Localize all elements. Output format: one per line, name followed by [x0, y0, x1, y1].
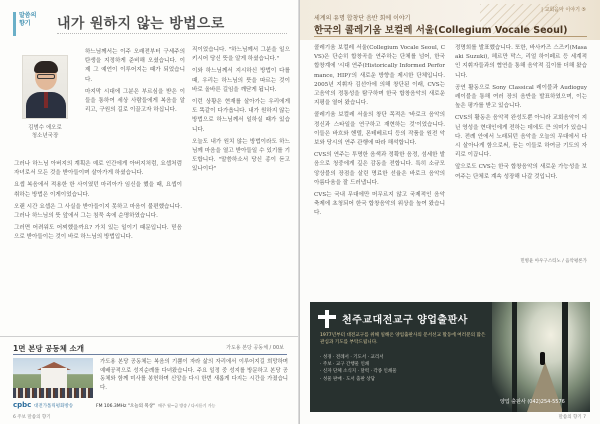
- parish-divider: [13, 354, 287, 355]
- ad-contact: 양업 출판사 (042)254-5576: [500, 399, 565, 405]
- column-badge-line-1: 말씀의: [19, 12, 37, 19]
- article-column-b: [455, 44, 587, 252]
- list-item: · 신자 단체 소식지 · 달력 · 각종 인쇄물: [320, 369, 397, 375]
- title-divider: [57, 33, 287, 34]
- paragraph: 마지막 시대에 그분은 부르심을 받은 이들을 통하여 세상 사람들에게 복음을 알리고, 구원의 길로 이끌고자 하십니다.: [85, 88, 185, 114]
- series-tag: | 교회음악 이야기 ⑤: [541, 7, 586, 13]
- author-name: 김범수 에오로: [28, 125, 62, 131]
- forest-path-image: [492, 302, 590, 412]
- column-badge-line-2: 향기: [19, 20, 31, 27]
- author-caption: [14, 124, 76, 140]
- cpbc-logo: cpbc: [13, 401, 32, 409]
- paragraph: 정명희를 발표했습니다. 또한, 바사카즈 스즈키(Masaaki Suzuki), 헤르만 막스, 리얼 하이페르 등 세계적인 지휘자들과의 협연을 통해 음악적 깊이를 더해 왔습니다.: [455, 45, 587, 79]
- ad-service-list: [320, 354, 490, 383]
- parish-section-subtitle: 가도용 본당 공동체 / 00보: [226, 345, 284, 351]
- article-title: 내가 원하지 않는 방법으로: [57, 16, 225, 32]
- paragraph: 앞으로도 CVS는 한국 합창음악의 새로운 가능성을 보여주는 단체로 계속 성장해 나갈 것입니다.: [455, 164, 587, 180]
- parish-description: 가도용 본당 공동체는 복음의 기쁨이 자라 삶의 자리에서 이루어지길 희망하며 예배공적으로 성지순례를 다녀왔습니다. 주요 일정 중 성지를 방문하고 본당 공동체와 함께 미사를 봉헌하며 신앙을 다시 한번 새롭게 다지는 시간을 가졌습니다.: [100, 359, 288, 391]
- paragraph: 콜레기움 보컬레 서울의 창단 목적은 '바로크 음악의 정신과 스타일을 연구하고 재현하는 것'이었습니다. 이들은 바흐와 헨델, 몬테베르디 등의 작품을 원전 악보와 당시의 연주 관행에 따라 해석합니다.: [314, 112, 445, 147]
- paragraph: 하느님께서는 이주 오래전부터 구세주의 탄생을 지정하게 준비해 오셨습니다. 이제 그 예언이 이루어지는 때가 되었습니다.: [85, 49, 185, 83]
- paragraph: 요셉 복음에서 적용한 한 사이였던 마리아가 임신을 했을 때, 요셉이 취하는 방법은 이게이었습니다.: [14, 182, 182, 198]
- paragraph: CVS의 연주는 투명한 음색과 정확한 음정, 섬세한 발음으로 청중에게 깊은 감동을 전합니다. 특히 소규모 앙상블의 장점을 살린 명료한 선율은 바로크 음악의 아름다움을 잘 드러냅니다.: [314, 152, 445, 186]
- article-kicker: 세계의 유명 합창단 음반 회에 이야기: [314, 15, 411, 22]
- author-photo: [22, 55, 68, 119]
- paragraph: 콜레기움 보컬레 서울(Collegium Vocale Seoul, CVS)은 단순히 합창곡을 연주하는 단체를 넘어, 한국 합창계에 '시대 연주(Historically Informed Performance, HIP)'의 새로운 방향을 제시한 단체입니다. 2005년 지휘자 김선아에 의해 창단된 이래, CVS는 고음악의 정통성을 탐구하며 한국 합창음악의 새로운 지평을 열어 왔습니다.: [314, 45, 445, 107]
- cpbc-note: 매주 월~금 방송 / 다시듣기 가능: [158, 403, 216, 408]
- author-byline: 민병윤 아우구스티노 / 음악평론가: [520, 259, 587, 264]
- ad-description: 1977년부터 대전교구를 위해 일해온 양업출판사의 문서선교 활동에 여러분의 많은 관심과 기도를 부탁드립니다.: [320, 333, 486, 345]
- article-column-b: [14, 160, 182, 328]
- paragraph: 직이었습니다. "하느님께서 그분을 일으키시어 당신 뜻을 알게 하셨습니다.": [192, 47, 290, 63]
- paragraph: 그러나 하느님 아버지의 계획은 예로 인간에게 아버지처럼, 요셉처럼 자녀로서 모든 것을 받아들이며 살아가게 하셨습니다.: [14, 161, 182, 177]
- article-column-c: [192, 46, 290, 330]
- list-item: · 주보 · 교구 간행물 인쇄: [320, 362, 370, 368]
- cpbc-station-name: 대전가톨릭평화방송: [34, 404, 74, 409]
- parish-section-title: 1면 본당 공동체 소개: [13, 344, 85, 353]
- cross-icon: [318, 310, 336, 328]
- paragraph: CVS는 국내 무대에만 머무르지 않고 국제적인 음악 축제에 초청되어 한국 합창음악의 위상을 높여 왔습니다.: [314, 192, 445, 217]
- paragraph: 그러면 어려워도 어찌했을까요? 가치 있는 일이기 때문입니다. 믿음으로 받아들이는 것이 바로 하느님의 방법입니다.: [14, 225, 182, 241]
- paragraph: 이런 상황은 현재를 살아가는 우리에게도 똑같이 다가옵니다. 내가 원하지 않는 방법으로 하느님께서 일하실 때가 있습니다.: [192, 99, 290, 133]
- page-folio-left: 6 주보 말씀의 향기: [13, 415, 51, 420]
- column-badge: [13, 12, 42, 36]
- parish-group-photo: [13, 358, 93, 398]
- article-column-a: [314, 44, 445, 292]
- paragraph: 공연 활동으로 Sony Classical 레이블과 Audioguy 레이블을 통해 여러 장의 음반을 발표하였으며, 이는 높은 평가를 받고 있습니다.: [455, 84, 587, 110]
- list-item: · 성물 판매 · 도서 출판 상담: [320, 376, 375, 382]
- cpbc-frequency: FM 106.3MHz "오늘의 묵상": [96, 404, 156, 409]
- header-divider: [314, 36, 587, 37]
- author-role: 청소년국장: [31, 133, 59, 139]
- article-title: 한국의 콜레기움 보컬레 서울(Collegium Vocale Seoul): [314, 25, 568, 36]
- paragraph: 이와 하느님께서 지시하신 방법이 다를 때, 우리는 하느님의 뜻을 따르는 것이 바로 올바른 길임을 깨닫게 됩니다.: [192, 68, 290, 93]
- right-page: [300, 0, 600, 424]
- ad-title: 천주교대전교구 양업출판사: [342, 315, 468, 326]
- publisher-advertisement: [310, 302, 590, 412]
- paragraph: 오랜 시간 요셉은 그 사실을 받아들이지 못하고 마음이 불편했습니다. 그러나 하느님의 뜻 앞에서 그는 침묵 속에 순명하였습니다.: [14, 203, 182, 220]
- paragraph: 오늘도 내가 원치 않는 방법이라도 하느님께 마음을 열고 받아들일 수 있기를 기도합니다. "말씀하소서 당신 종이 듣고 있나이다": [192, 138, 290, 173]
- paragraph: CVS의 활동은 음악적 완성도뿐 아니라 교회음악이 지닌 영성을 현대인에게 전하는 데에도 큰 의미가 있습니다. 전례 안에서 노래되던 음악을 오늘의 무대에서 다시 살아나게 함으로써, 듣는 이들로 하여금 기도의 자리로 이끕니다.: [455, 115, 587, 159]
- list-item: · 성경 · 전례서 · 기도서 · 교리서: [320, 355, 384, 360]
- page-folio-right: 말씀의 향기 7: [558, 415, 586, 420]
